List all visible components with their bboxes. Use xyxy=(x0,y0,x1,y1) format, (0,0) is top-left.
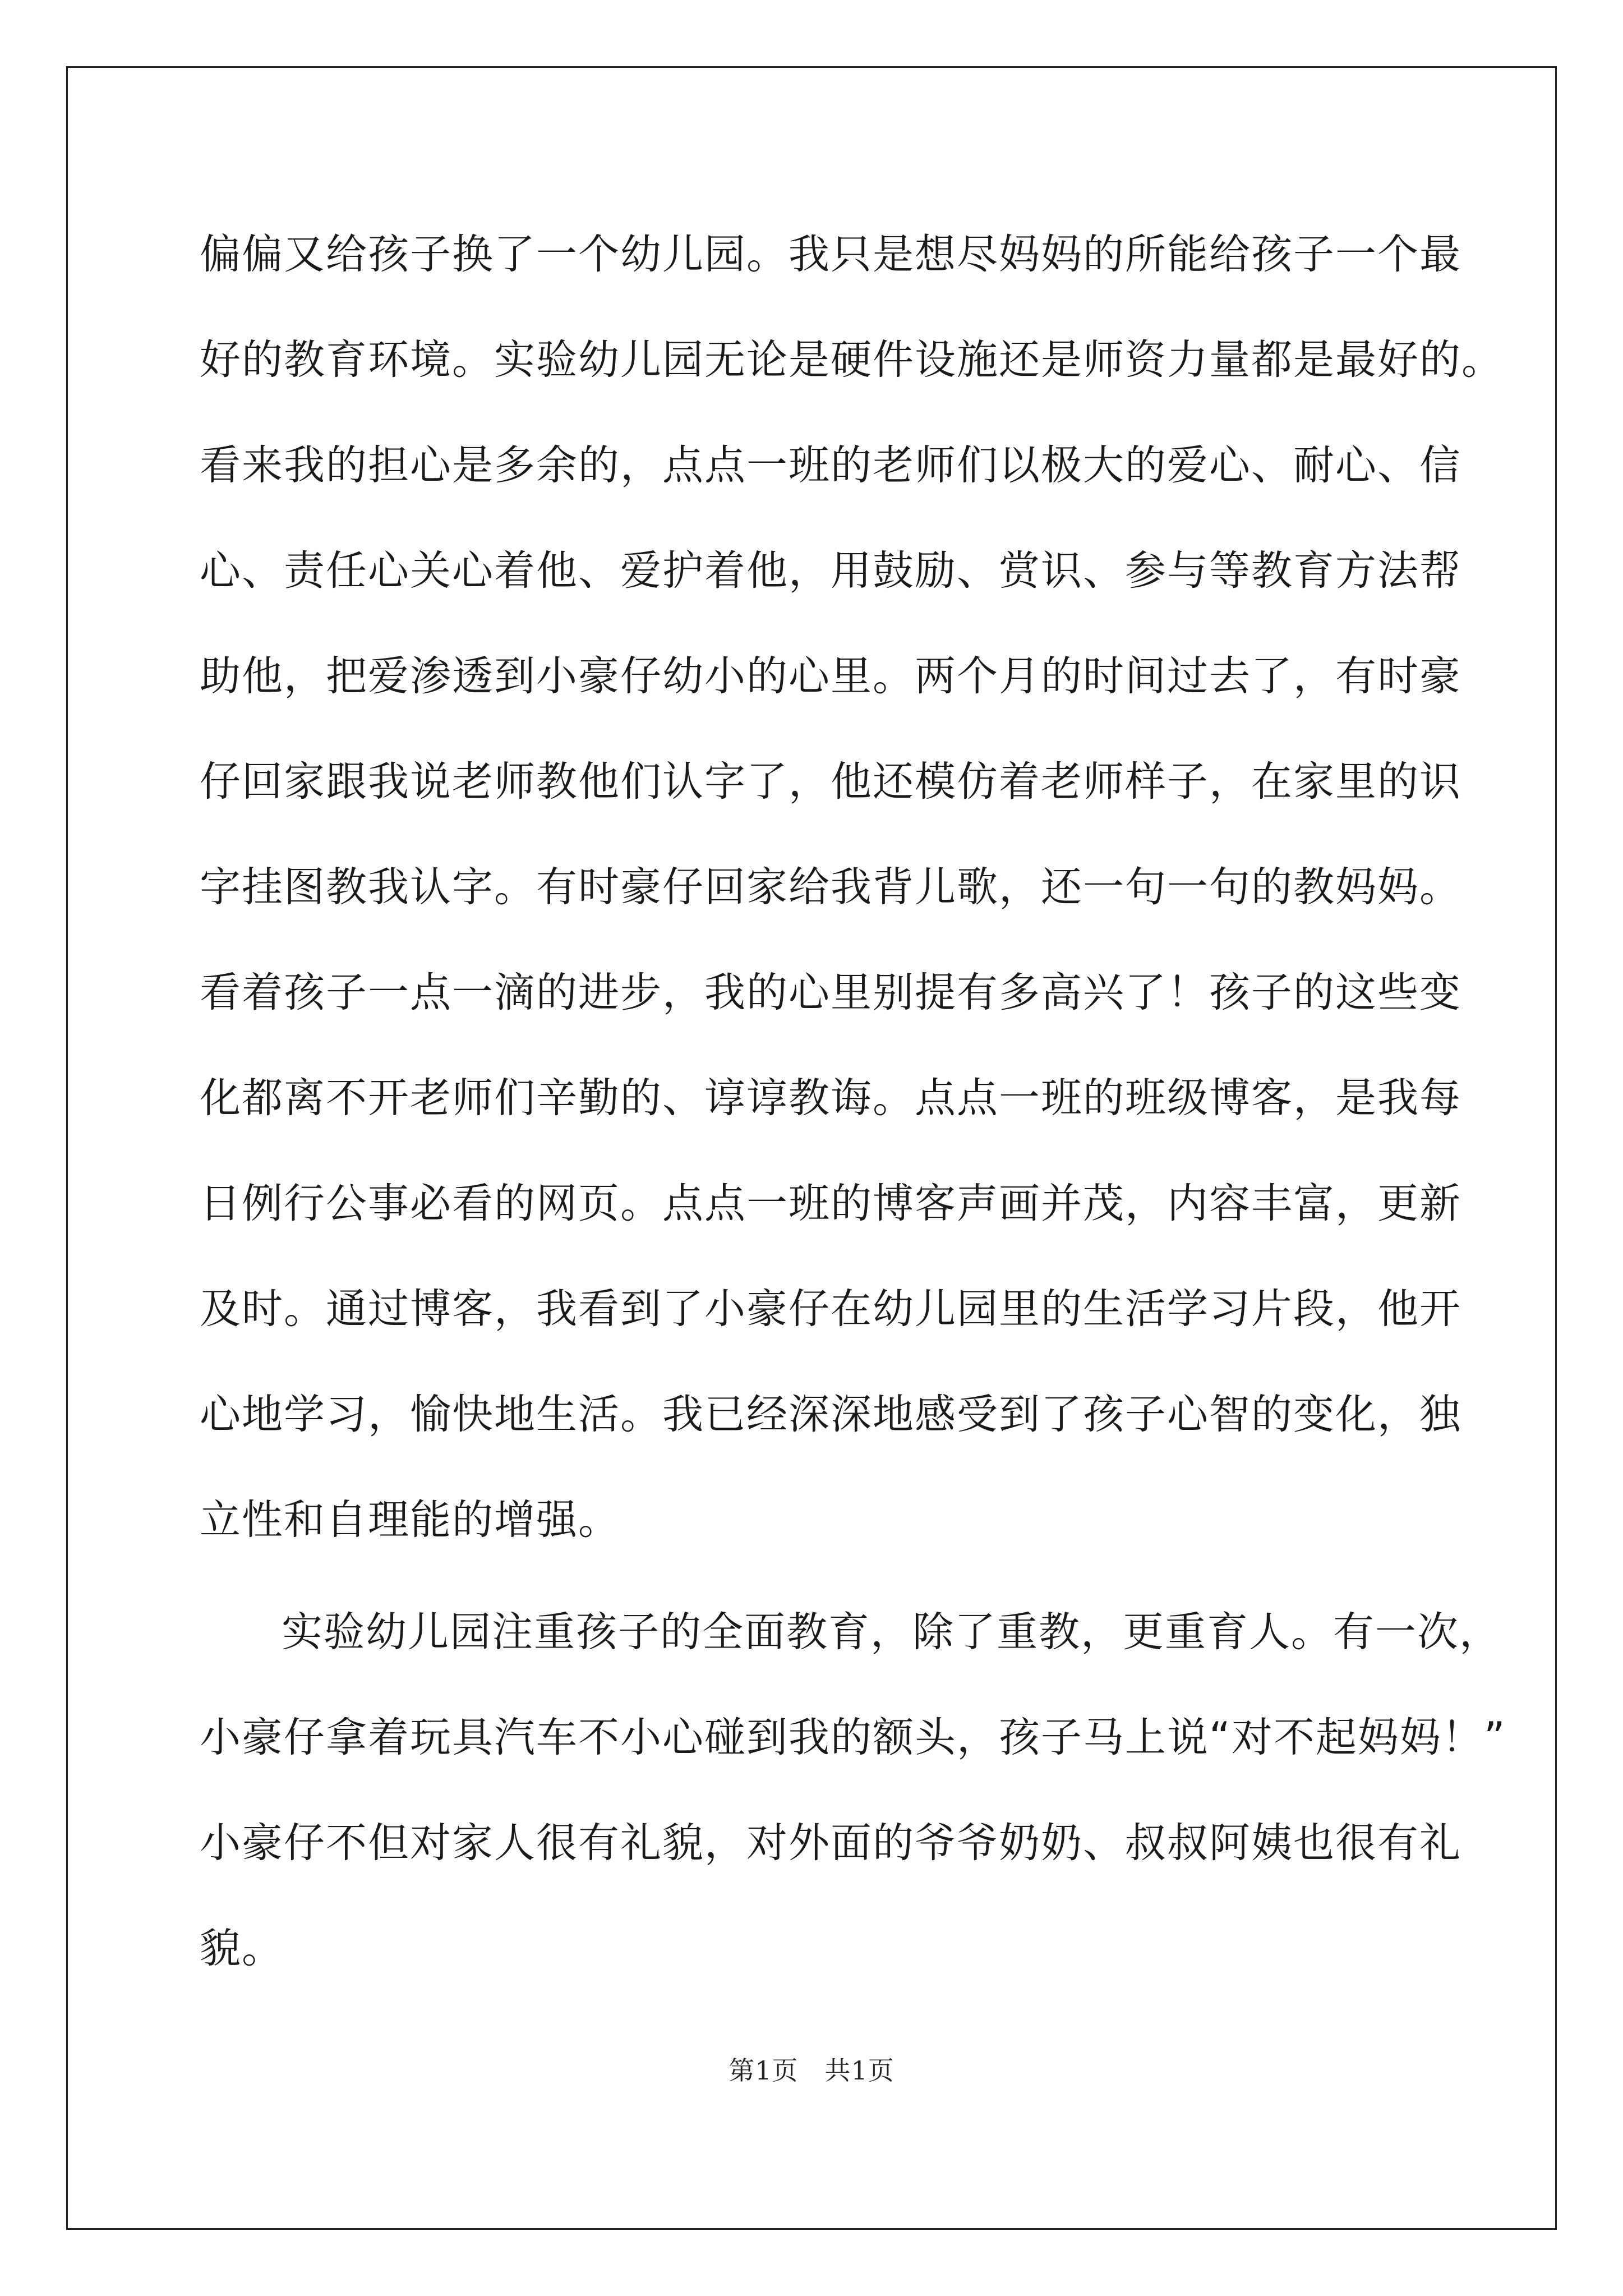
text-line: 小豪仔拿着玩具汽车不小心碰到我的额头，孩子马上说“对不起妈妈！” xyxy=(200,1714,1506,1761)
text-line: 偏偏又给孩子换了一个幼儿园。我只是想尽妈妈的所能给孩子一个最 xyxy=(200,231,1461,278)
text-line: 仔回家跟我说老师教他们认字了，他还模仿着老师样子，在家里的识 xyxy=(200,758,1461,806)
text-line: 心、责任心关心着他、爱护着他，用鼓励、赏识、参与等教育方法帮 xyxy=(200,547,1461,595)
text-line: 化都离不开老师们辛勤的、谆谆教诲。点点一班的班级博客，是我每 xyxy=(200,1074,1461,1122)
text-line: 字挂图教我认字。有时豪仔回家给我背儿歌，还一句一句的教妈妈。 xyxy=(200,863,1461,911)
paragraph-spacer xyxy=(200,1573,1495,1580)
text-line: 助他，把爱渗透到小豪仔幼小的心里。两个月的时间过去了，有时豪 xyxy=(200,652,1461,700)
page-number-footer: 第1页 共1页 xyxy=(728,2055,895,2086)
text-line: 好的教育环境。实验幼儿园无论是硬件设施还是师资力量都是最好的。 xyxy=(200,336,1504,384)
text-line: 看着孩子一点一滴的进步，我的心里别提有多高兴了！孩子的这些变 xyxy=(200,969,1461,1016)
paragraph-2 xyxy=(200,1580,1506,2001)
document-body xyxy=(200,202,1506,2001)
text-line: 心地学习，愉快地生活。我已经深深地感受到了孩子心智的变化，独 xyxy=(200,1391,1461,1438)
text-line: 貌。 xyxy=(200,1925,284,1972)
text-line: 看来我的担心是多余的，点点一班的老师们以极大的爱心、耐心、信 xyxy=(200,441,1461,489)
paragraph-1 xyxy=(200,202,1504,1573)
text-line: 实验幼儿园注重孩子的全面教育，除了重教，更重育人。有一次， xyxy=(282,1608,1501,1656)
text-line: 日例行公事必看的网页。点点一班的博客声画并茂，内容丰富，更新 xyxy=(200,1180,1461,1227)
text-line: 小豪仔不但对家人很有礼貌，对外面的爷爷奶奶、叔叔阿姨也很有礼 xyxy=(200,1819,1461,1867)
text-line: 立性和自理能的增强。 xyxy=(200,1496,620,1544)
text-line: 及时。通过博客，我看到了小豪仔在幼儿园里的生活学习片段，他开 xyxy=(200,1285,1461,1333)
